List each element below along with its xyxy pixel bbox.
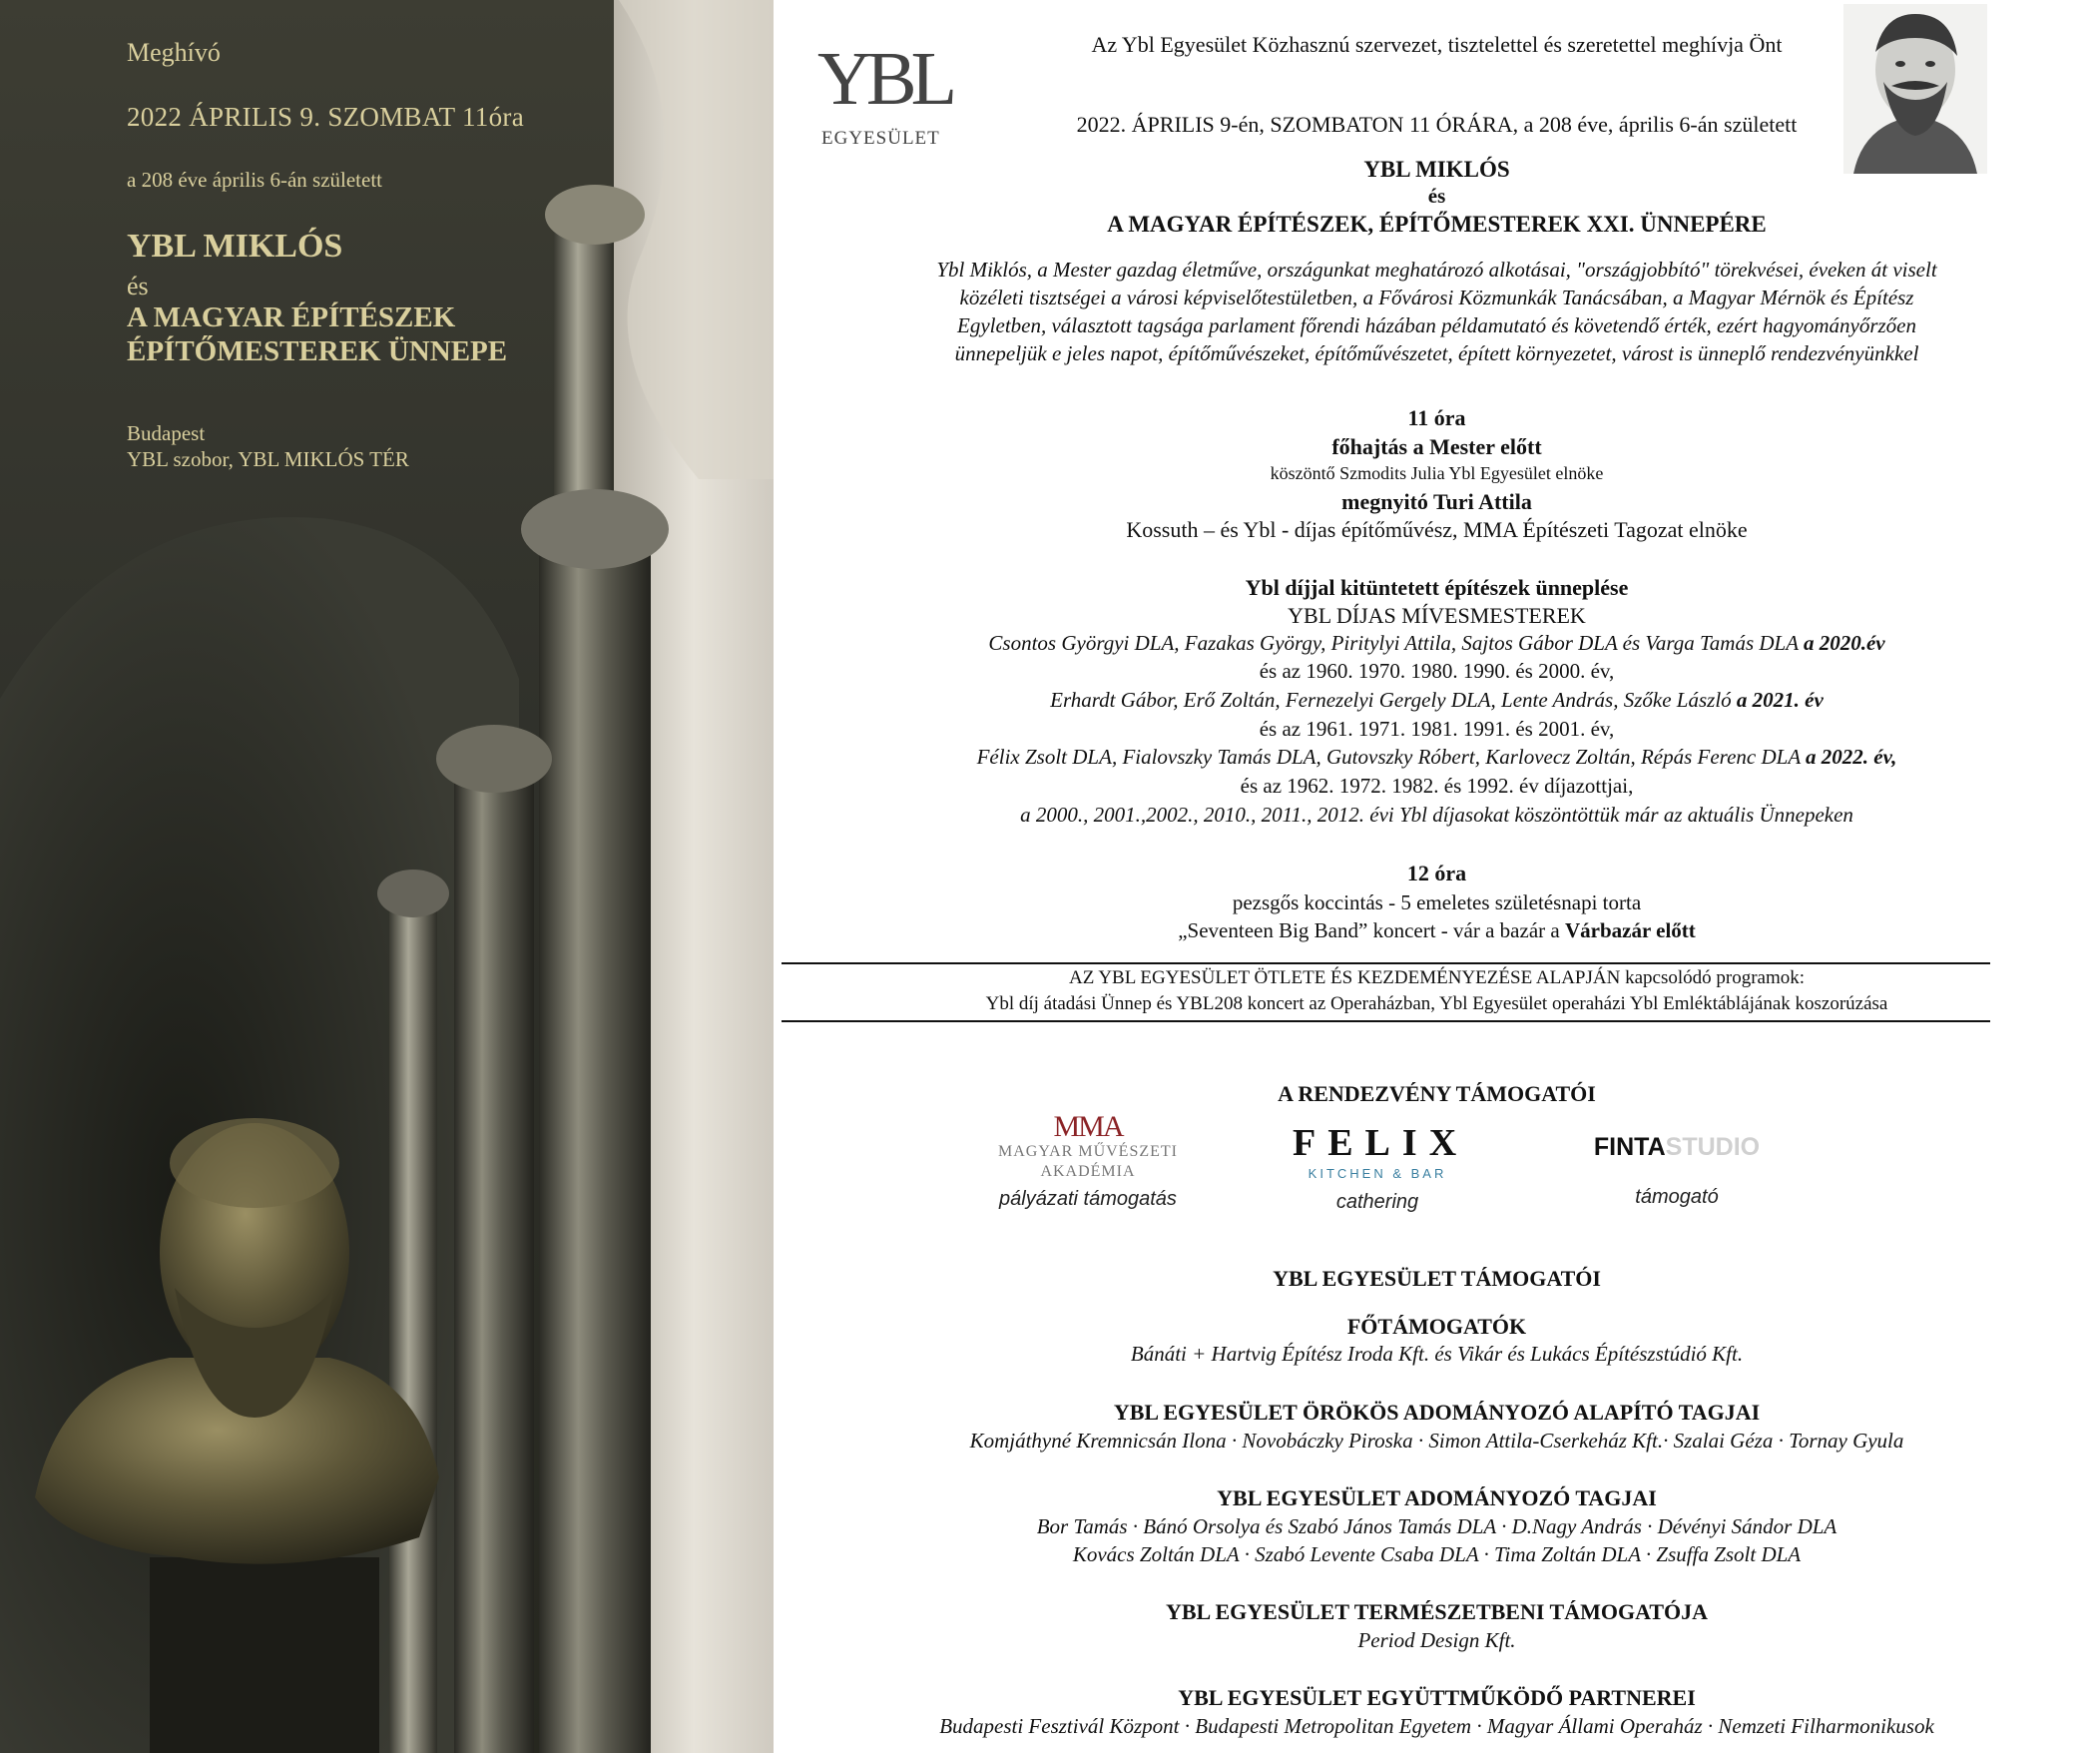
ybl-logo-sub: EGYESÜLET (821, 128, 940, 149)
donors-line1: Bor Tamás · Bánó Orsolya és Szabó János Tamás DLA · D.Nagy András · Dévényi Sándor DLA (1036, 1514, 1838, 1538)
awards-2020-names: Csontos Györgyi DLA, Fazakas György, Piritylyi Attila, Sajtos Gábor DLA és Varga Tamás DLA (988, 631, 1804, 655)
awards-2022-tail: és az 1962. 1972. 1982. és 1992. év díjazottjai, (1240, 774, 1634, 798)
founders-title: YBL EGYESÜLET ÖRÖKÖS ADOMÁNYOZÓ ALAPÍTÓ TAGJAI (1113, 1400, 1761, 1425)
invitation-label: Meghívó (127, 38, 221, 67)
program-opening: megnyitó Turi Attila (1341, 489, 1532, 514)
inkind-title: YBL EGYESÜLET TERMÉSZETBENI TÁMOGATÓJA (1165, 1599, 1709, 1624)
cover-title-line2: ÉPÍTŐMESTEREK ÜNNEPE (127, 335, 508, 367)
finta-logo (1572, 1132, 1782, 1162)
main-sponsors-title: FŐTÁMOGATÓK (1346, 1314, 1527, 1339)
header-date: 2022. ÁPRILIS 9-én, SZOMBATON 11 ÓRÁRA, a 208 éve, április 6-án született (1076, 112, 1798, 137)
divider-top (782, 962, 1990, 964)
felix-caption: cathering (1335, 1191, 1419, 1213)
partners-title: YBL EGYESÜLET EGYÜTTMŰKÖDŐ PARTNEREI (1178, 1685, 1696, 1710)
sponsors-title: A RENDEZVÉNY TÁMOGATÓI (1278, 1081, 1596, 1106)
donors-line2: Kovács Zoltán DLA · Szabó Levente Csaba DLA · Tima Zoltán DLA · Zsuffa Zsolt DLA (1072, 1542, 1802, 1566)
cover-place: YBL szobor, YBL MIKLÓS TÉR (127, 447, 409, 471)
awards-2021-tail: és az 1961. 1971. 1981. 1991. és 2001. év, (1259, 717, 1615, 741)
awards-2022-names: Félix Zsolt DLA, Fialovszky Tamás DLA, Gutovszky Róbert, Karlovecz Zoltán, Répás Ferenc DLA (976, 745, 1807, 769)
awards-2022-year: a 2022. év, (1806, 745, 1897, 769)
header-invite: Az Ybl Egyesület Közhasznú szervezet, tisztelettel és szeretettel meghívja Önt (1091, 32, 1783, 57)
awards-2020-tail: és az 1960. 1970. 1980. 1990. és 2000. év, (1259, 659, 1615, 683)
program-concert (774, 918, 2100, 943)
intro-line: közéleti tisztségei a városi képviselőtestületben, a Fővárosi Közmunkák Tanácsában, a Magyar Mérnök és Építész (959, 286, 1914, 309)
header-and: és (1427, 184, 1446, 208)
awards-2021 (774, 688, 2100, 713)
awards-sub: YBL DÍJAS MÍVESMESTEREK (1288, 603, 1586, 628)
supporters-title: YBL EGYESÜLET TÁMOGATÓI (1273, 1266, 1601, 1291)
awards-2021-year: a 2021. év (1736, 688, 1824, 712)
finta-logo-name: FINTA (1593, 1133, 1666, 1161)
main-sponsors: Bánáti + Hartvig Építész Iroda Kft. és Vikár és Lukács Építészstúdió Kft. (1130, 1342, 1744, 1366)
felix-logo-name: FELIX (1293, 1122, 1469, 1164)
invitation-body (774, 0, 2100, 1753)
donors-title: YBL EGYESÜLET ADOMÁNYOZÓ TAGJAI (1217, 1485, 1657, 1510)
program-concert-place: Várbazár előtt (1564, 918, 1696, 942)
finta-logo-studio: STUDIO (1665, 1133, 1761, 1161)
ybl-logo-letters: YBL (817, 37, 951, 121)
cover-panel (0, 0, 774, 1753)
mma-logo-mark: MMA (1053, 1110, 1123, 1143)
program-time-11: 11 óra (1407, 405, 1466, 430)
program-concert-text: „Seventeen Big Band” koncert - vár a bazár a (1178, 918, 1565, 942)
architecture-illustration (0, 0, 774, 1753)
awards-2020 (774, 631, 2100, 656)
mma-caption: pályázati támogatás (999, 1188, 1177, 1210)
sponsor-felix (1293, 1122, 1469, 1214)
sponsor-finta (1572, 1132, 1782, 1209)
cover-date: 2022 ÁPRILIS 9. SZOMBAT 11óra (127, 102, 524, 132)
founders: Komjáthyné Kremnicsán Ilona · Novobáczky Piroska · Simon Attila-Cserkeház Kft.· Szalai Géza · Tornay Gyula (969, 1429, 1904, 1453)
cover-city: Budapest (127, 421, 206, 445)
program-toast: pezsgős koccintás - 5 emeletes születésnapi torta (1232, 890, 1642, 914)
program-greeting: köszöntő Szmodits Julia Ybl Egyesület elnöke (1270, 463, 1604, 483)
awards-title: Ybl díjjal kitüntetett építészek ünneplése (1245, 575, 1629, 600)
header-name: YBL MIKLÓS (1363, 157, 1510, 182)
awards-earlier: a 2000., 2001.,2002., 2010., 2011., 2012. évi Ybl díjasokat köszöntöttük már az aktuális Ünnepeken (1020, 803, 1853, 827)
awards-2020-year: a 2020.év (1803, 631, 1885, 655)
felix-logo-sub: KITCHEN & BAR (1308, 1166, 1447, 1181)
partners: Budapesti Fesztivál Központ · Budapesti Metropolitan Egyetem · Magyar Állami Operaház · Nemzeti Filharmonikusok (939, 1714, 1934, 1738)
intro-line: ünnepeljük e jeles napot, építőművészeket, építőművészetet, épített környezetet, várost is ünneplő rendezvényünkkel (954, 341, 1919, 365)
header-event: A MAGYAR ÉPÍTÉSZEK, ÉPÍTŐMESTEREK XXI. ÜNNEPÉRE (1107, 212, 1767, 237)
intro-line: Ybl Miklós, a Mester gazdag életműve, országunkat meghatározó alkotásai, "országjobbító" törekvései, éveken át viselt (936, 258, 1937, 282)
awards-2021-names: Erhardt Gábor, Erő Zoltán, Fernezelyi Gergely DLA, Lente András, Szőke László (1050, 688, 1737, 712)
cover-title-line1: A MAGYAR ÉPÍTÉSZEK (127, 301, 456, 333)
program-time-12: 12 óra (1406, 861, 1467, 885)
program-opening-sub: Kossuth – és Ybl - díjas építőművész, MMA Építészeti Tagozat elnöke (1126, 517, 1748, 542)
mma-logo-line1: MAGYAR MŰVÉSZETI (998, 1143, 1178, 1160)
cover-born: a 208 éve április 6-án született (127, 168, 382, 192)
divider-bottom (782, 1020, 1990, 1022)
ybl-portrait-image (1843, 4, 1987, 174)
cover-and: és (127, 272, 149, 300)
intro-line: Egyletben, választott tagsága parlament főrendi házában példamutató és követendő érték, ezért hagyományőrzően (957, 313, 1916, 337)
program-bow: főhajtás a Mester előtt (1331, 434, 1542, 459)
related-line1: AZ YBL EGYESÜLET ÖTLETE ÉS KEZDEMÉNYEZÉSE ALAPJÁN kapcsolódó programok: (1068, 967, 1806, 988)
finta-caption: támogató (1635, 1186, 1719, 1208)
inkind-sponsor: Period Design Kft. (1357, 1628, 1516, 1652)
cover-name: YBL MIKLÓS (127, 228, 343, 265)
related-line2: Ybl díj átadási Ünnep és YBL208 koncert az Operaházban, Ybl Egyesület operaházi Ybl Emléktáblájának koszorúzása (985, 993, 1888, 1014)
sponsor-mma (983, 1112, 1193, 1211)
mma-logo-line2: AKADÉMIA (1040, 1163, 1136, 1180)
awards-2022 (774, 745, 2100, 770)
